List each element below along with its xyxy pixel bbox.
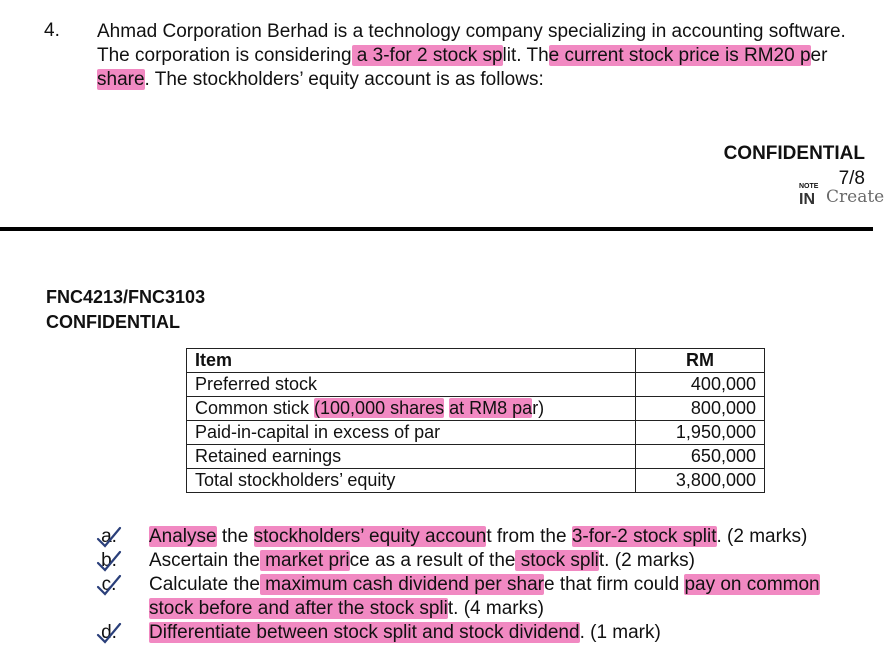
table-row xyxy=(187,397,765,421)
item-cell xyxy=(187,397,636,421)
highlight-stock-split: a 3-for 2 stock sp xyxy=(351,45,503,66)
highlight-market-price: market pri xyxy=(259,550,350,571)
highlight-pay-common: pay on common xyxy=(684,574,820,595)
sub-question-label: b. xyxy=(101,550,117,571)
highlight-analyse: Analyse xyxy=(149,526,217,547)
text-part: Ascertain the xyxy=(149,550,260,571)
sub-question-label: c. xyxy=(101,574,117,595)
highlight-shares: (100,000 shares xyxy=(314,398,445,418)
item-text: Total stockholders’ equity xyxy=(195,470,396,490)
item-text: Paid-in-capital in excess of par xyxy=(195,422,441,442)
sub-question-a xyxy=(96,525,868,549)
text-part: t. (2 marks) xyxy=(598,550,695,571)
question-line-2-part-3: lit. Th xyxy=(502,45,549,66)
rm-cell: 3,800,000 xyxy=(636,469,765,493)
item-text: r) xyxy=(532,398,545,418)
page-number: 7/8 xyxy=(838,168,865,189)
logo-create-text: Create xyxy=(826,187,884,207)
highlight-stock-split-2: 3-for-2 stock split xyxy=(571,526,717,547)
rm-cell: 400,000 xyxy=(636,373,765,397)
text-part: . (1 mark) xyxy=(579,622,661,643)
highlight-par: at RM8 pa xyxy=(449,398,533,418)
highlight-current-price: e current stock price is RM20 p xyxy=(548,45,811,66)
logo-note-text: NOTE xyxy=(799,183,819,190)
sub-question-text xyxy=(149,622,661,643)
equity-table xyxy=(186,348,765,493)
table-row xyxy=(187,421,765,445)
logo-in-text: IN xyxy=(799,191,815,208)
highlight-stock-split-3: stock spli xyxy=(515,550,599,571)
handwritten-check-icon xyxy=(94,618,124,648)
text-part: . (2 marks) xyxy=(716,526,808,547)
rm-cell: 1,950,000 xyxy=(636,421,765,445)
sub-question-text xyxy=(149,526,807,547)
question-line-1-text: Ahmad Corporation Berhad is a technology company specializing in accounting software. xyxy=(97,21,846,42)
sub-question-c xyxy=(96,573,868,597)
item-text: Common stick xyxy=(195,398,315,418)
item-cell xyxy=(187,373,636,397)
question-line-1 xyxy=(97,20,869,44)
sub-question-label: d. xyxy=(101,622,117,643)
highlight-differentiate: Differentiate between stock split and stock dividend xyxy=(149,622,580,643)
highlight-before-after: stock before and after the stock spli xyxy=(149,598,448,619)
highlight-max-dividend: maximum cash dividend per shar xyxy=(259,574,544,595)
handwritten-check-icon xyxy=(94,570,124,600)
sub-question-d xyxy=(96,621,868,645)
item-cell xyxy=(187,421,636,445)
text-part: e that firm could xyxy=(543,574,685,595)
table-row xyxy=(187,469,765,493)
question-line-2-part-1: The corporation is considering xyxy=(97,45,352,66)
table-header-row xyxy=(187,349,765,373)
table-row xyxy=(187,373,765,397)
column-header-item: Item xyxy=(187,349,636,373)
question-number: 4. xyxy=(44,20,60,41)
question-line-3-part-2: . The stockholders’ equity account is as follows: xyxy=(144,69,544,90)
course-codes: FNC4213/FNC3103 xyxy=(46,287,206,307)
question-text xyxy=(97,20,869,92)
sub-question-c-continued xyxy=(96,597,868,621)
text-part: t. (4 marks) xyxy=(447,598,544,619)
sub-question-text xyxy=(149,550,695,571)
sub-question-label: a. xyxy=(101,526,117,547)
sub-questions xyxy=(96,525,868,645)
item-cell xyxy=(187,445,636,469)
footer-confidential: CONFIDENTIAL xyxy=(723,143,865,164)
item-cell xyxy=(187,469,636,493)
sub-question-text xyxy=(149,598,544,619)
table-row xyxy=(187,445,765,469)
rm-cell: 800,000 xyxy=(636,397,765,421)
highlight-share: share xyxy=(97,69,145,90)
sub-question-b xyxy=(96,549,868,573)
text-part: Calculate the xyxy=(149,574,260,595)
text-part: t from the xyxy=(486,526,572,547)
rm-cell: 650,000 xyxy=(636,445,765,469)
sub-question-text xyxy=(149,574,820,595)
notein-logo xyxy=(799,183,821,209)
question-line-2-part-5: er xyxy=(810,45,828,66)
question-line-2 xyxy=(97,44,869,68)
header-confidential: CONFIDENTIAL xyxy=(46,312,180,332)
highlight-equity-account: stockholders’ equity accoun xyxy=(253,526,487,547)
text-part: ce as a result of the xyxy=(349,550,516,571)
page-divider xyxy=(0,227,873,231)
column-header-rm: RM xyxy=(636,349,765,373)
item-text: Preferred stock xyxy=(195,374,318,394)
item-text: Retained earnings xyxy=(195,446,342,466)
text-part: the xyxy=(216,526,254,547)
question-line-3 xyxy=(97,68,869,92)
